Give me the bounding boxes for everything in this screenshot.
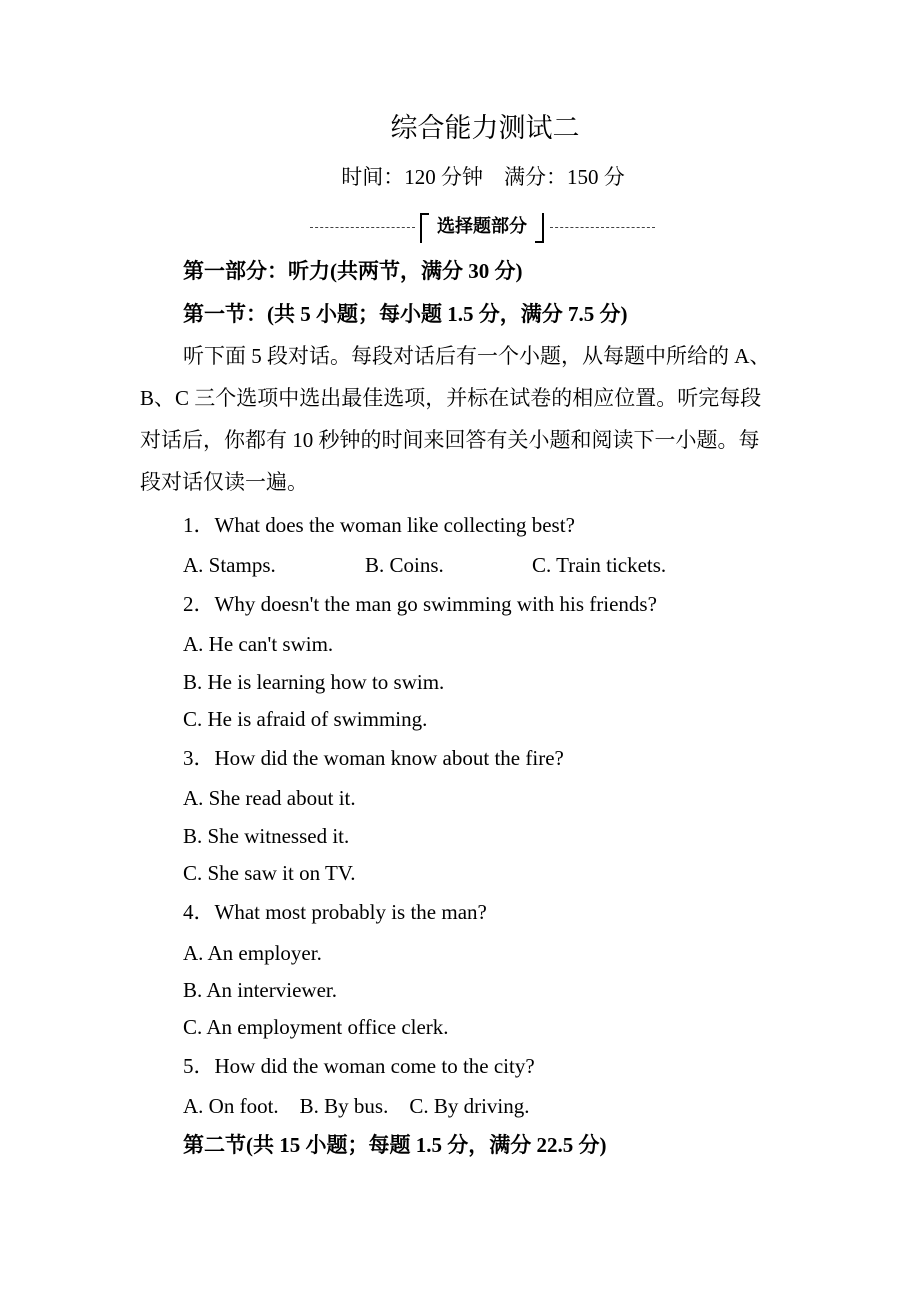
option: C. She saw it on TV. xyxy=(183,861,356,885)
option: B. He is learning how to swim. xyxy=(183,670,445,694)
instructions-line: 听下面 5 段对话。每段对话后有一个小题，从每题中所给的 A、 xyxy=(183,344,771,368)
option: C. Train tickets. xyxy=(532,553,667,577)
option: B. She witnessed it. xyxy=(183,824,350,848)
question: 5．How did the woman come to the city? xyxy=(183,1054,535,1078)
question: 3．How did the woman know about the fire? xyxy=(183,746,564,770)
question: 4．What most probably is the man? xyxy=(183,900,487,924)
instructions-line: 段对话仅读一遍。 xyxy=(140,470,308,494)
section-heading: 第二节(共 15 小题；每题 1.5 分，满分 22.5 分) xyxy=(183,1133,607,1157)
exam-info: 时间：120 分钟 满分：150 分 xyxy=(341,165,625,189)
section-heading: 第一节：(共 5 小题；每小题 1.5 分，满分 7.5 分) xyxy=(183,302,628,326)
instructions-line: B、C 三个选项中选出最佳选项，并标在试卷的相应位置。听完每段 xyxy=(140,386,762,410)
instructions-line: 对话后，你都有 10 秒钟的时间来回答有关小题和阅读下一小题。每 xyxy=(140,428,760,452)
section-label: 选择题部分 xyxy=(420,211,544,243)
option: A. On foot. B. By bus. C. By driving. xyxy=(183,1094,530,1118)
option: C. An employment office clerk. xyxy=(183,1015,449,1039)
option: A. Stamps. xyxy=(183,553,276,577)
question: 1．What does the woman like collecting best? xyxy=(183,513,575,537)
option: C. He is afraid of swimming. xyxy=(183,707,428,731)
option: A. He can't swim. xyxy=(183,632,334,656)
option: A. An employer. xyxy=(183,941,322,965)
part-heading: 第一部分：听力(共两节，满分 30 分) xyxy=(183,259,523,283)
option: A. She read about it. xyxy=(183,786,356,810)
divider xyxy=(310,227,415,228)
page-title: 综合能力测试二 xyxy=(390,113,580,144)
divider xyxy=(550,227,655,228)
option: B. An interviewer. xyxy=(183,978,337,1002)
question: 2．Why doesn't the man go swimming with his friends? xyxy=(183,592,657,616)
section-header xyxy=(310,211,655,245)
option: B. Coins. xyxy=(365,553,444,577)
